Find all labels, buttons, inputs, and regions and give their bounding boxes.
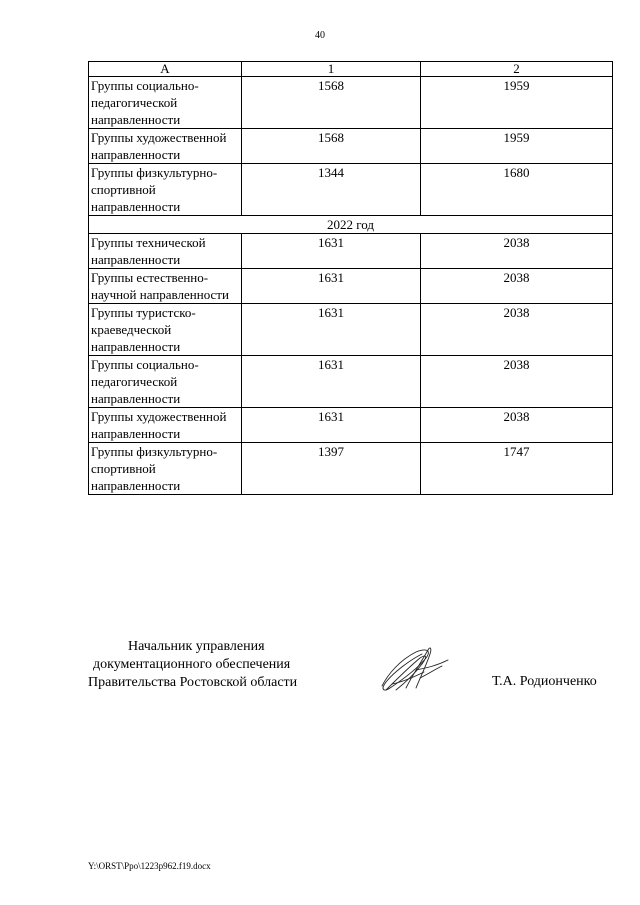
signature-block	[88, 638, 297, 692]
table-row	[89, 304, 613, 356]
file-path: Y:\ORST\Ppo\1223p962.f19.docx	[88, 861, 211, 871]
row-label: Группы физкультурно-спортивной направленности	[89, 164, 242, 216]
signer-title-line: Начальник управления	[128, 639, 265, 654]
row-label: Группы социально-педагогической направленности	[89, 77, 242, 129]
handwritten-signature	[376, 640, 454, 696]
value-col2: 2038	[421, 234, 613, 269]
column-header: 1	[242, 62, 421, 77]
column-header: А	[89, 62, 242, 77]
value-col1: 1568	[242, 129, 421, 164]
signer-title-line: Правительства Ростовской области	[88, 675, 298, 690]
table-row	[89, 234, 613, 269]
row-label: Группы туристско-краеведческой направленности	[89, 304, 242, 356]
row-label: Группы социально-педагогической направленности	[89, 356, 242, 408]
table-row	[89, 164, 613, 216]
row-label: Группы естественно-научной направленности	[89, 269, 242, 304]
value-col1: 1568	[242, 77, 421, 129]
row-label: Группы физкультурно-спортивной направленности	[89, 443, 242, 495]
row-label: Группы художественной направленности	[89, 129, 242, 164]
year-row	[89, 216, 613, 234]
value-col2: 1747	[421, 443, 613, 495]
value-col1: 1397	[242, 443, 421, 495]
table-row	[89, 443, 613, 495]
value-col2: 2038	[421, 304, 613, 356]
row-label: Группы художественной направленности	[89, 408, 242, 443]
value-col1: 1631	[242, 269, 421, 304]
value-col2: 1959	[421, 77, 613, 129]
data-table	[88, 61, 613, 495]
signer-title-line: документационного обеспечения	[93, 657, 291, 672]
table-row	[89, 356, 613, 408]
value-col2: 2038	[421, 408, 613, 443]
value-col1: 1631	[242, 304, 421, 356]
value-col2: 1959	[421, 129, 613, 164]
table-row	[89, 269, 613, 304]
value-col2: 1680	[421, 164, 613, 216]
value-col1: 1631	[242, 356, 421, 408]
value-col1: 1344	[242, 164, 421, 216]
signer-name: Т.А. Родионченко	[492, 674, 597, 689]
table-row	[89, 408, 613, 443]
year-label: 2022 год	[89, 216, 613, 234]
value-col2: 2038	[421, 269, 613, 304]
value-col1: 1631	[242, 234, 421, 269]
column-header: 2	[421, 62, 613, 77]
value-col2: 2038	[421, 356, 613, 408]
table-row	[89, 77, 613, 129]
table-row	[89, 129, 613, 164]
page-number: 40	[315, 30, 325, 41]
row-label: Группы технической направленности	[89, 234, 242, 269]
table-header-row	[89, 62, 613, 77]
value-col1: 1631	[242, 408, 421, 443]
